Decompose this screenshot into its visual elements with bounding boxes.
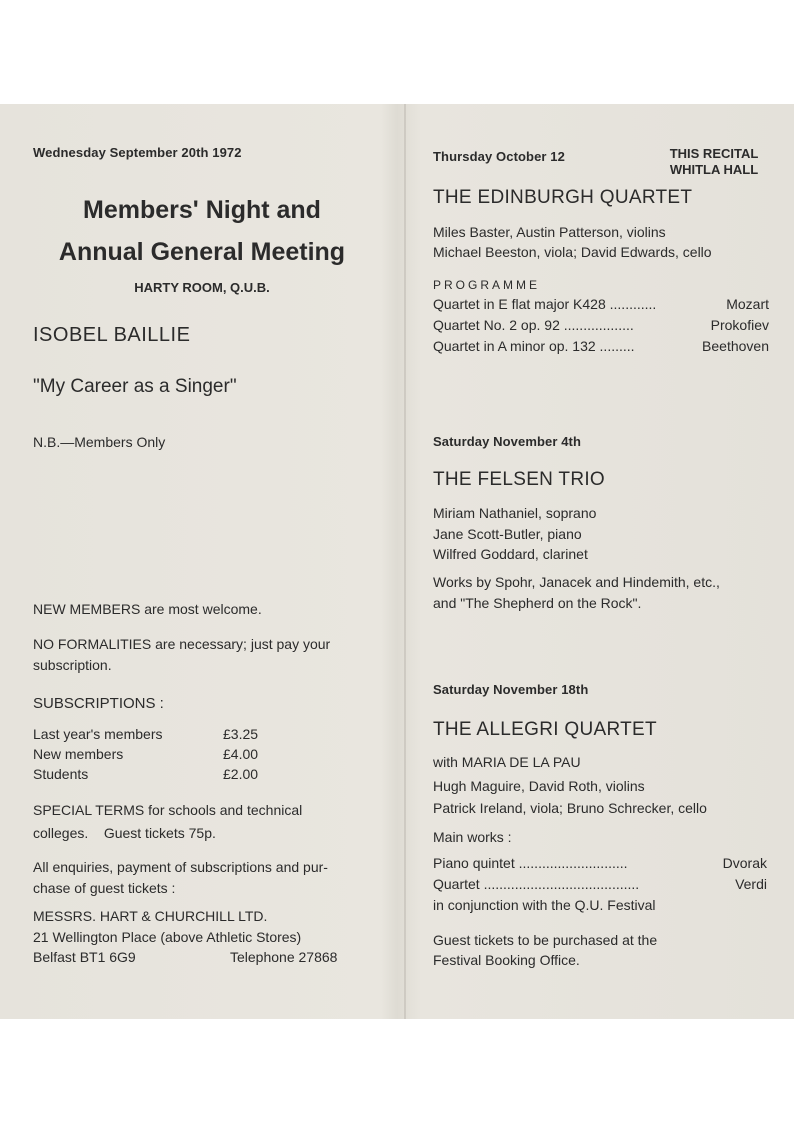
programme-item: [433, 336, 769, 357]
concert2-date: Saturday November 4th: [433, 434, 582, 449]
programme-list: [433, 294, 769, 357]
programme-composer: Prokofiev: [710, 317, 769, 333]
concert2-players-line2: Jane Scott-Butler, piano: [433, 526, 582, 542]
concert1-ensemble: THE EDINBURGH QUARTET: [433, 187, 693, 208]
agent-name: MESSRS. HART & CHURCHILL LTD.: [33, 908, 268, 924]
formalities-line2: subscription.: [33, 657, 112, 673]
main-work-item: [433, 874, 767, 895]
concert3-ensemble: THE ALLEGRI QUARTET: [433, 719, 657, 740]
programme-work: Quartet No. 2 op. 92 ..................: [433, 317, 634, 333]
concert3-players-line2: Patrick Ireland, viola; Bruno Schrecker, cello: [433, 800, 707, 816]
agent-address: 21 Wellington Place (above Athletic Stores): [33, 929, 302, 945]
concert1-date: Thursday October 12: [433, 149, 565, 164]
programme-work: Quartet in E flat major K428 ............: [433, 296, 657, 312]
meeting-title-line1: Members' Night and: [83, 196, 321, 224]
main-work-title: Quartet ........................................: [433, 876, 640, 892]
agent-phone: Telephone 27868: [230, 949, 338, 965]
subscription-price: £3.25: [223, 726, 259, 742]
meeting-venue: HARTY ROOM, Q.U.B.: [134, 280, 270, 295]
special-terms-line2: colleges. Guest tickets 75p.: [33, 825, 216, 841]
subscription-price: £4.00: [223, 746, 259, 762]
subscription-row: [33, 764, 258, 784]
festival-note: in conjunction with the Q.U. Festival: [433, 897, 656, 913]
tickets-line1: Guest tickets to be purchased at the: [433, 932, 658, 948]
subscription-label: Last year's members: [33, 726, 163, 742]
enquiries-line2: chase of guest tickets :: [33, 880, 176, 896]
programme-heading: PROGRAMME: [433, 278, 541, 292]
tickets-line2: Festival Booking Office.: [433, 952, 580, 968]
programme-composer: Mozart: [726, 296, 769, 312]
talk-title: "My Career as a Singer": [33, 376, 237, 397]
enquiries-line1: All enquiries, payment of subscriptions and pur-: [33, 859, 328, 875]
main-works-list: [433, 853, 767, 895]
subscription-label: New members: [33, 746, 124, 762]
subscription-price: £2.00: [223, 766, 259, 782]
fold-crease: [404, 104, 406, 1019]
new-members-text: NEW MEMBERS are most welcome.: [33, 601, 262, 617]
programme-composer: Beethoven: [702, 338, 769, 354]
concert1-players-line1: Miles Baster, Austin Patterson, violins: [433, 224, 666, 240]
concert2-players-line3: Wilfred Goddard, clarinet: [433, 546, 588, 562]
subscriptions-list: [33, 724, 258, 784]
concert3-date: Saturday November 18th: [433, 682, 589, 697]
subscriptions-heading: SUBSCRIPTIONS :: [33, 695, 164, 712]
special-terms-line1: SPECIAL TERMS for schools and technical: [33, 802, 303, 818]
concert2-ensemble: THE FELSEN TRIO: [433, 469, 606, 490]
programme-item: [433, 294, 769, 315]
concert2-works-line2: and "The Shepherd on the Rock".: [433, 595, 642, 611]
main-work-title: Piano quintet ............................: [433, 855, 628, 871]
subscription-row: [33, 724, 258, 744]
meeting-title-line2: Annual General Meeting: [58, 238, 346, 266]
meeting-date: Wednesday September 20th 1972: [33, 145, 242, 160]
programme-work: Quartet in A minor op. 132 .........: [433, 338, 635, 354]
programme-item: [433, 315, 769, 336]
agent-city: Belfast BT1 6G9: [33, 949, 136, 965]
concert3-players-line1: Hugh Maguire, David Roth, violins: [433, 778, 645, 794]
concert2-players-line1: Miriam Nathaniel, soprano: [433, 505, 597, 521]
main-work-composer: Dvorak: [722, 855, 767, 871]
concert2-works-line1: Works by Spohr, Janacek and Hindemith, etc.,: [433, 574, 720, 590]
members-only-note: N.B.—Members Only: [33, 434, 166, 450]
recital-venue: [652, 146, 776, 178]
formalities-line1: NO FORMALITIES are necessary; just pay your: [33, 636, 331, 652]
concert3-with: with MARIA DE LA PAU: [433, 754, 581, 770]
subscription-row: [33, 744, 258, 764]
main-work-composer: Verdi: [735, 876, 767, 892]
speaker-name: ISOBEL BAILLIE: [33, 324, 191, 346]
concert1-players-line2: Michael Beeston, viola; David Edwards, cello: [433, 244, 712, 260]
main-works-heading: Main works :: [433, 829, 512, 845]
main-work-item: [433, 853, 767, 874]
subscription-label: Students: [33, 766, 89, 782]
recital-line1: THIS RECITAL: [669, 146, 759, 161]
recital-line2: WHITLA HALL: [669, 162, 759, 177]
